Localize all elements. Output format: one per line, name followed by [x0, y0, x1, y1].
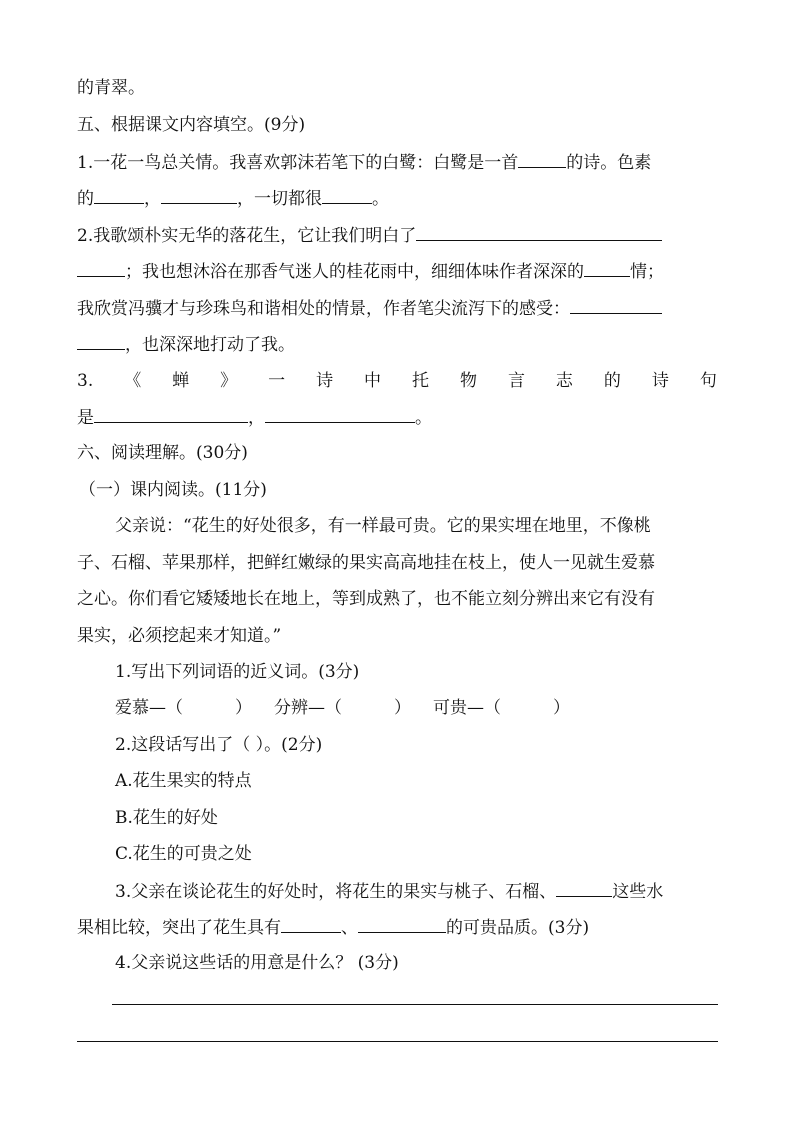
- fill-blank[interactable]: [584, 260, 630, 277]
- q3-char: 中: [364, 371, 382, 391]
- synonym-word-3: 可贵—（: [433, 698, 501, 718]
- q3-char: 《: [124, 371, 142, 391]
- rq1-text: 1.写出下列词语的近义词。(3分): [115, 662, 360, 682]
- close-paren: ）: [553, 698, 570, 718]
- q3-text-c: ，: [248, 408, 265, 428]
- text-line-continuation: [77, 77, 145, 99]
- section-6-title-text: 六、阅读理解。(30分): [77, 443, 248, 463]
- option-c: [115, 843, 252, 865]
- q1-text-a: 1.一花一鸟总关情。我喜欢郭沫若笔下的白鹭：白鹭是一首: [77, 153, 519, 173]
- q2-text-e: ，也深深地打动了我。: [125, 335, 295, 355]
- question-2-line-3: [77, 297, 662, 320]
- rq4-text: 4.父亲说这些话的用意是什么？ (3分): [115, 953, 399, 973]
- q3-char: 诗: [316, 371, 334, 391]
- q3-char: 句: [699, 371, 717, 391]
- q3-char: 蝉: [172, 371, 190, 391]
- rq3-text-e: 的可贵品质。(3分): [446, 918, 590, 938]
- q3-char: 诗: [651, 371, 669, 391]
- rq3-text-d: 、: [341, 918, 358, 938]
- reading-question-3-line-2: [77, 916, 589, 939]
- synonym-word-2: 分辨—（: [274, 698, 342, 718]
- continuation-text: 的青翠。: [77, 78, 145, 98]
- q1-text-d: ，: [144, 189, 161, 209]
- rq3-text-c: 果相比较，突出了花生具有: [77, 918, 281, 938]
- rq3-text-a: 3.父亲在谈论花生的好处时，将花生的果实与桃子、石榴、: [115, 882, 557, 902]
- part-1-title-text: （一）课内阅读。(11分): [79, 480, 267, 500]
- option-b-text: B.花生的好处: [115, 808, 218, 828]
- fill-blank[interactable]: [518, 151, 566, 168]
- question-1-line-2: [77, 187, 389, 210]
- fill-blank[interactable]: [161, 187, 237, 204]
- fill-blank[interactable]: [77, 260, 125, 277]
- q1-text-c: 的: [77, 189, 94, 209]
- question-1-line-1: [77, 151, 651, 174]
- section-5-title: [77, 114, 305, 136]
- q3-char: 3.: [77, 371, 94, 391]
- question-2-line-1: [77, 224, 662, 247]
- reading-question-3-line-1: [115, 880, 663, 903]
- passage-line-3: [77, 588, 655, 610]
- synonym-row: [115, 697, 570, 719]
- passage-text: 之心。你们看它矮矮地长在地上，等到成熟了，也不能立刻分辨出来它有没有: [77, 589, 655, 609]
- q2-text-d: 我欣赏冯骥才与珍珠鸟和谐相处的情景，作者笔尖流泻下的感受：: [77, 299, 570, 319]
- reading-question-1: [115, 661, 359, 683]
- rq3-text-b: 这些水: [612, 882, 664, 902]
- q3-char: 的: [603, 371, 621, 391]
- q3-char: 物: [459, 371, 477, 391]
- q3-text-b: 是: [77, 408, 94, 428]
- close-paren: ）: [235, 698, 252, 718]
- passage-text: 父亲说：“花生的好处很多，有一样最可贵。它的果实埋在地里，不像桃: [115, 516, 651, 536]
- q2-text-a: 2.我歌颂朴实无华的落花生，它让我们明白了: [77, 226, 417, 246]
- question-2-line-4: [77, 333, 295, 356]
- close-paren: ）: [394, 698, 411, 718]
- q3-char: 托: [412, 371, 430, 391]
- fill-blank[interactable]: [281, 916, 341, 933]
- q1-text-b: 的诗。色素: [566, 153, 652, 173]
- fill-blank[interactable]: [416, 224, 662, 241]
- section-6-title: [77, 442, 248, 464]
- answer-line-2[interactable]: [77, 1041, 718, 1042]
- fill-blank[interactable]: [94, 187, 144, 204]
- question-3-line-1: [77, 370, 717, 392]
- passage-line-2: [77, 552, 655, 574]
- fill-blank[interactable]: [322, 187, 372, 204]
- q3-char: 志: [555, 371, 573, 391]
- reading-question-2: [115, 734, 322, 756]
- answer-line-1[interactable]: [112, 1004, 718, 1005]
- question-3-line-2: [77, 406, 432, 429]
- fill-blank[interactable]: [358, 916, 446, 933]
- reading-question-4: [115, 952, 399, 974]
- q3-char: 一: [268, 371, 286, 391]
- q3-char: 言: [507, 371, 525, 391]
- option-c-text: C.花生的可贵之处: [115, 844, 252, 864]
- q2-text-b: ；我也想沐浴在那香气迷人的桂花雨中，细细体味作者深深的: [125, 262, 584, 282]
- q1-text-f: 。: [372, 189, 389, 209]
- passage-text: 果实，必须挖起来才知道。”: [77, 626, 282, 646]
- part-1-title: [79, 479, 267, 501]
- fill-blank[interactable]: [77, 333, 125, 350]
- fill-blank[interactable]: [570, 297, 662, 314]
- option-a-text: A.花生果实的特点: [115, 771, 252, 791]
- q3-char: 》: [220, 371, 238, 391]
- option-b: [115, 807, 218, 829]
- passage-line-1: [115, 515, 651, 537]
- q3-text-d: 。: [415, 408, 432, 428]
- fill-blank[interactable]: [265, 406, 415, 423]
- section-5-title-text: 五、根据课文内容填空。(9分): [77, 115, 306, 135]
- question-2-line-2: [77, 260, 664, 283]
- option-a: [115, 770, 252, 792]
- passage-line-4: [77, 625, 281, 647]
- passage-text: 子、石榴、苹果那样，把鲜红嫩绿的果实高高地挂在枝上，使人一见就生爱慕: [77, 553, 655, 573]
- fill-blank[interactable]: [94, 406, 248, 423]
- synonym-word-1: 爱慕—（: [115, 698, 183, 718]
- q2-text-c: 情；: [630, 262, 664, 282]
- rq2-text: 2.这段话写出了（ ）。(2分): [115, 735, 323, 755]
- q1-text-e: ，一切都很: [237, 189, 322, 209]
- fill-blank[interactable]: [556, 880, 612, 897]
